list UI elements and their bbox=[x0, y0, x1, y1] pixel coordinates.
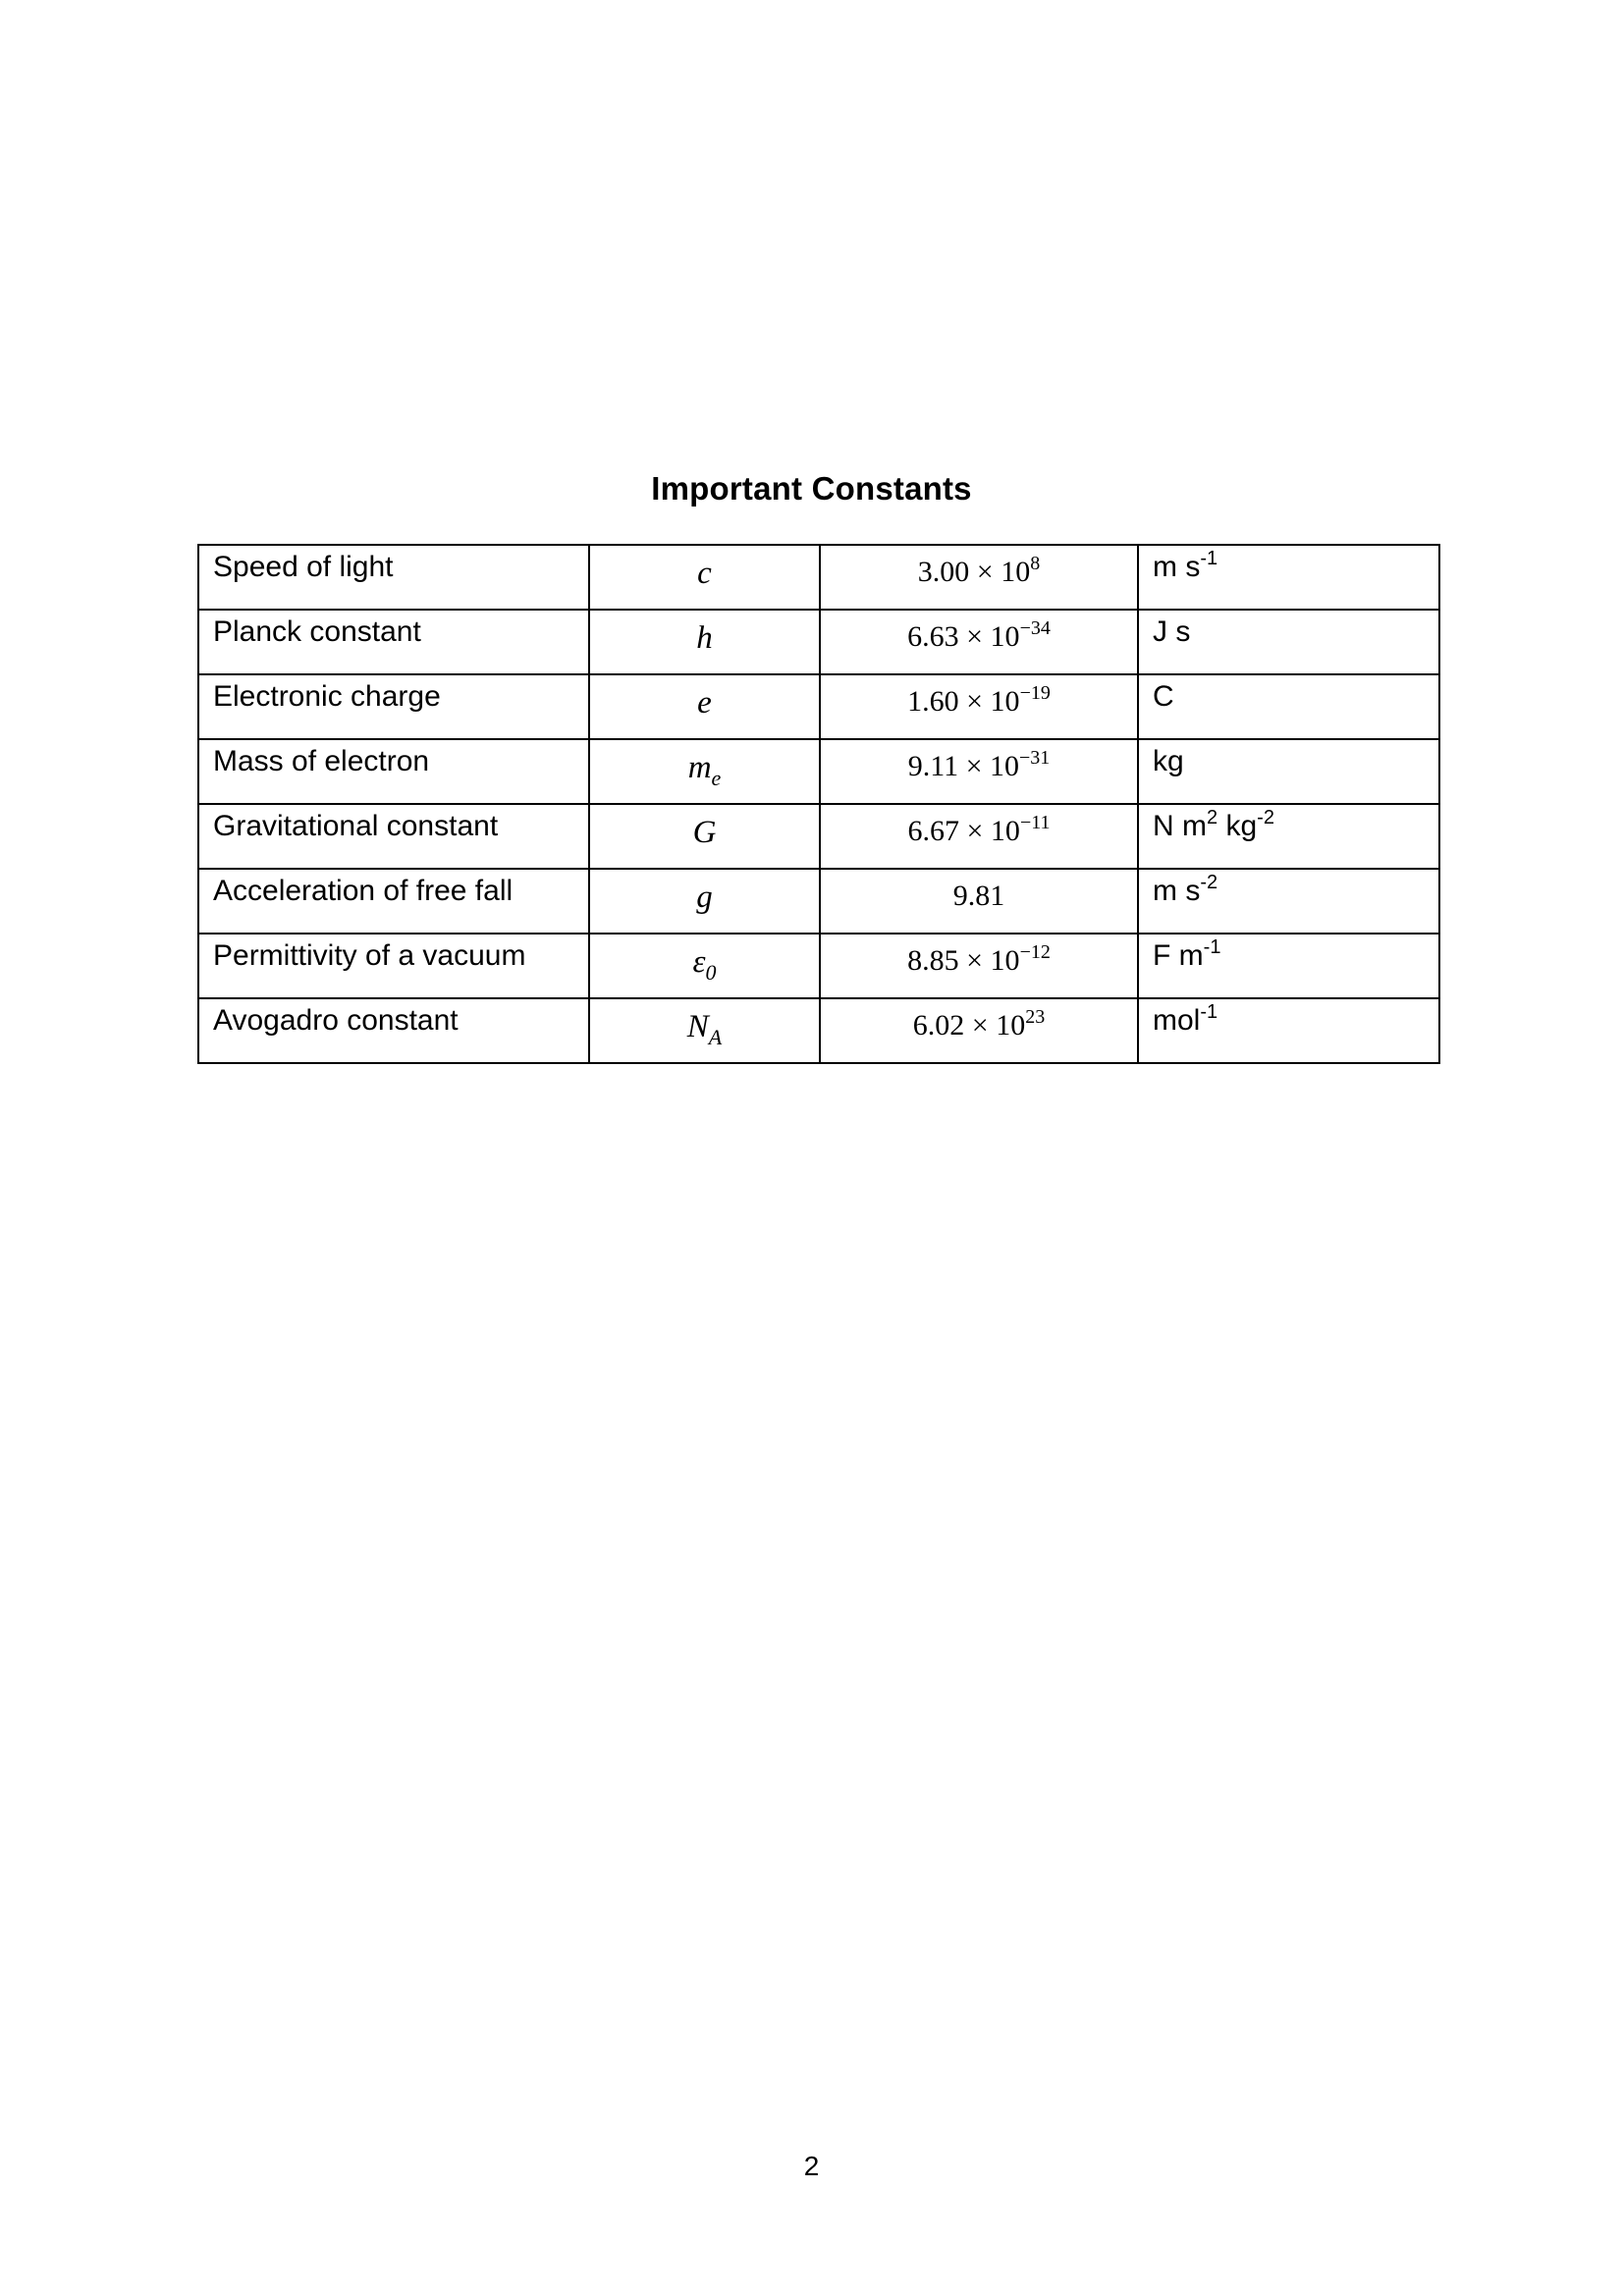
page-number: 2 bbox=[803, 2151, 820, 2181]
table-row bbox=[198, 869, 1439, 934]
table-row bbox=[198, 610, 1439, 674]
unit-superscript: -1 bbox=[1200, 548, 1218, 569]
constant-symbol bbox=[589, 998, 820, 1063]
value-mantissa: 1.60 × 10 bbox=[907, 685, 1020, 718]
table-row bbox=[198, 804, 1439, 869]
symbol-main: ε bbox=[692, 944, 706, 980]
constant-symbol bbox=[589, 934, 820, 998]
constant-unit bbox=[1138, 804, 1439, 869]
constant-symbol bbox=[589, 674, 820, 739]
constant-value bbox=[820, 998, 1138, 1063]
constant-unit bbox=[1138, 610, 1439, 674]
constant-symbol bbox=[589, 869, 820, 934]
constant-name: Permittivity of a vacuum bbox=[198, 934, 589, 998]
constant-unit bbox=[1138, 739, 1439, 804]
constant-unit bbox=[1138, 934, 1439, 998]
constant-name: Mass of electron bbox=[198, 739, 589, 804]
unit-part: m s bbox=[1153, 875, 1201, 907]
symbol-main: g bbox=[696, 880, 713, 915]
constant-name: Planck constant bbox=[198, 610, 589, 674]
constant-name: Avogadro constant bbox=[198, 998, 589, 1063]
constant-symbol bbox=[589, 804, 820, 869]
constant-value bbox=[820, 674, 1138, 739]
unit-part: kg bbox=[1153, 745, 1184, 777]
table-row bbox=[198, 545, 1439, 610]
unit-superscript: 2 bbox=[1207, 807, 1218, 828]
constant-name: Speed of light bbox=[198, 545, 589, 610]
unit-part-b: kg bbox=[1217, 810, 1258, 842]
constant-value bbox=[820, 610, 1138, 674]
table-row bbox=[198, 998, 1439, 1063]
constant-name: Gravitational constant bbox=[198, 804, 589, 869]
unit-part: N m bbox=[1153, 810, 1207, 842]
unit-superscript-b: -2 bbox=[1257, 807, 1274, 828]
value-exponent: −11 bbox=[1019, 812, 1051, 833]
symbol-main: N bbox=[686, 1009, 709, 1044]
value-exponent: −12 bbox=[1019, 941, 1051, 963]
constant-unit bbox=[1138, 869, 1439, 934]
constants-table bbox=[197, 544, 1440, 1064]
constant-value bbox=[820, 804, 1138, 869]
constant-value bbox=[820, 739, 1138, 804]
value-mantissa: 6.67 × 10 bbox=[907, 815, 1020, 847]
table-row bbox=[198, 674, 1439, 739]
symbol-subscript: 0 bbox=[705, 960, 717, 985]
constant-value bbox=[820, 934, 1138, 998]
symbol-subscript: e bbox=[711, 766, 722, 790]
value-mantissa: 6.02 × 10 bbox=[912, 1009, 1026, 1041]
symbol-main: c bbox=[697, 556, 712, 591]
constant-value bbox=[820, 869, 1138, 934]
value-mantissa: 3.00 × 10 bbox=[917, 556, 1031, 588]
constant-name: Electronic charge bbox=[198, 674, 589, 739]
constant-unit bbox=[1138, 545, 1439, 610]
value-exponent: −31 bbox=[1019, 747, 1051, 769]
constant-unit bbox=[1138, 674, 1439, 739]
symbol-main: G bbox=[692, 815, 717, 850]
constant-symbol bbox=[589, 739, 820, 804]
value-mantissa: 9.11 × 10 bbox=[907, 750, 1020, 782]
value-exponent: −19 bbox=[1019, 682, 1051, 704]
unit-part: C bbox=[1153, 680, 1174, 713]
constant-unit bbox=[1138, 998, 1439, 1063]
table-row bbox=[198, 739, 1439, 804]
constant-symbol bbox=[589, 610, 820, 674]
page-title: Important Constants bbox=[651, 470, 972, 507]
unit-part: F m bbox=[1153, 939, 1204, 972]
constant-value bbox=[820, 545, 1138, 610]
unit-superscript: -1 bbox=[1203, 936, 1221, 958]
table-row bbox=[198, 934, 1439, 998]
unit-superscript: -2 bbox=[1200, 872, 1218, 893]
unit-part: J s bbox=[1153, 615, 1191, 648]
value-mantissa: 6.63 × 10 bbox=[907, 620, 1020, 653]
value-mantissa: 9.81 bbox=[952, 880, 1005, 912]
constant-symbol bbox=[589, 545, 820, 610]
value-exponent: 23 bbox=[1025, 1006, 1046, 1028]
symbol-subscript: A bbox=[708, 1025, 723, 1049]
symbol-main: m bbox=[687, 750, 712, 785]
value-exponent: −34 bbox=[1019, 617, 1051, 639]
symbol-main: e bbox=[697, 685, 712, 721]
unit-superscript: -1 bbox=[1200, 1001, 1218, 1023]
value-mantissa: 8.85 × 10 bbox=[907, 944, 1020, 977]
unit-part: mol bbox=[1153, 1004, 1201, 1037]
constant-name: Acceleration of free fall bbox=[198, 869, 589, 934]
unit-part: m s bbox=[1153, 551, 1201, 583]
value-exponent: 8 bbox=[1030, 553, 1041, 574]
symbol-main: h bbox=[696, 620, 713, 656]
